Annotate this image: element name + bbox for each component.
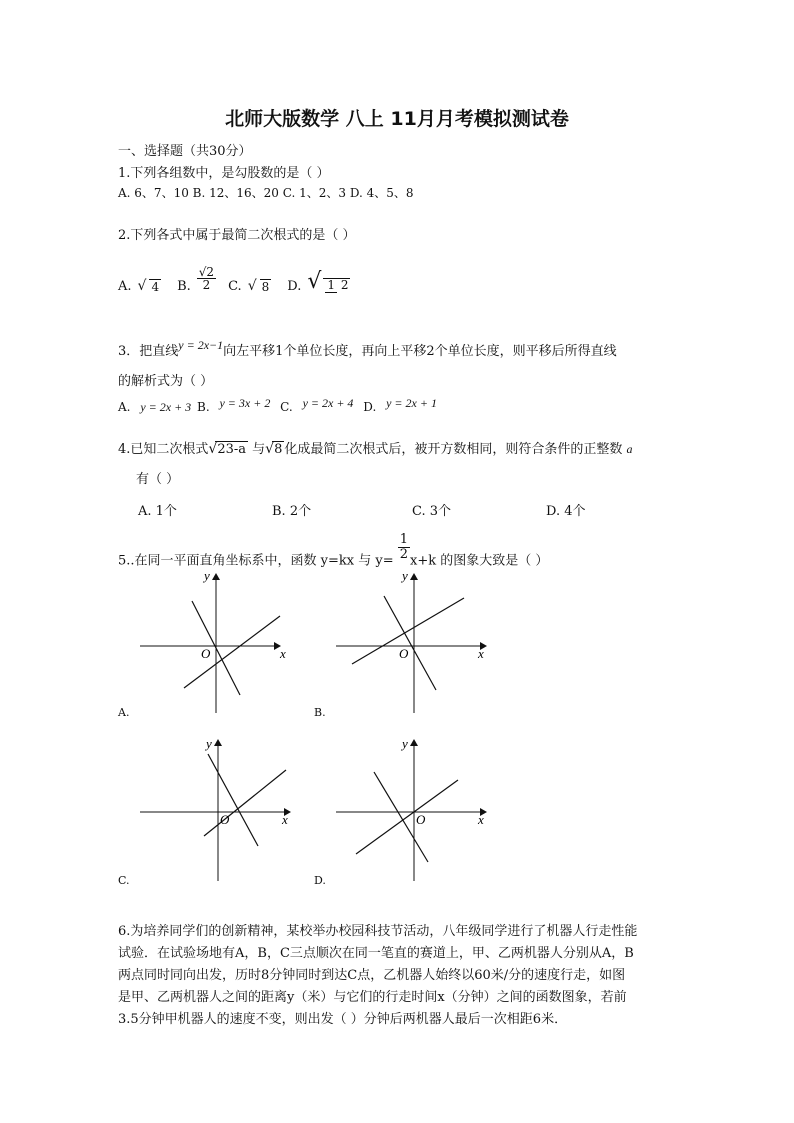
origin-label: O (399, 646, 409, 661)
question-4-option-d: D. 4个 (546, 504, 586, 519)
option-c-radicand: 8 (261, 280, 270, 294)
fraction-denominator: 2 (202, 278, 211, 293)
question-3-stem-line2: 的解析式为（ ） (118, 374, 214, 389)
section-heading: 一、选择题（共30分） (118, 144, 252, 159)
option-b-formula: y = 3x + 2 (219, 396, 271, 410)
question-4-option-b: B. 2个 (272, 504, 312, 519)
origin-label: O (416, 812, 426, 827)
sqrt-symbol: √ (247, 278, 257, 294)
radicand: 8 (274, 442, 283, 457)
option-a-radicand: 4 (151, 280, 160, 294)
x-label: x (478, 646, 484, 661)
line-1 (384, 596, 436, 690)
option-d-label: D. (363, 400, 377, 414)
x-label: x (478, 812, 484, 827)
option-c-formula: y = 2x + 4 (302, 396, 354, 410)
question-2-options (118, 254, 350, 294)
y-label: y (402, 568, 408, 583)
option-a-formula: y = 2x + 3 (140, 400, 192, 414)
fraction-numerator: 1 (399, 532, 409, 547)
graph-c-label: C. (118, 874, 130, 887)
fraction (398, 533, 410, 561)
option-c-label: C. (228, 279, 242, 294)
question-4-option-a: A. 1个 (138, 504, 177, 519)
graph-d (336, 736, 496, 886)
line-2 (204, 770, 286, 836)
question-1-stem: 1.下列各组数中，是勾股数的是（ ） (118, 166, 330, 181)
question-6-line: 是甲、乙两机器人之间的距离y（米）与它们的行走时间x（分钟）之间的函数图象，若前 (118, 990, 627, 1005)
y-label: y (402, 736, 408, 751)
line-2 (356, 780, 458, 854)
question-6-line: 3.5分钟甲机器人的速度不变，则出发（ ）分钟后两机器人最后一次相距6米． (118, 1012, 568, 1027)
sqrt-symbol: √ (208, 441, 218, 457)
fraction-denominator: 2 (340, 278, 349, 293)
radicand: 23-a (217, 442, 247, 457)
graph-a (140, 568, 300, 718)
origin-label: O (201, 646, 211, 661)
line-1 (208, 754, 258, 846)
sqrt-symbol: √ (265, 441, 275, 457)
option-a-label: A. (118, 400, 131, 414)
graph-b (336, 568, 496, 718)
graph-a-label: A. (118, 706, 130, 719)
option-b-fraction (197, 266, 216, 292)
fraction-denominator: 2 (399, 546, 409, 562)
option-b-label: B. (197, 400, 210, 414)
sqrt-symbol: √ (307, 269, 322, 294)
question-3-options (118, 396, 443, 415)
fraction-numerator: √2 (198, 264, 215, 279)
y-label: y (204, 568, 210, 583)
question-2-stem: 2.下列各式中属于最简二次根式的是（ ） (118, 228, 356, 243)
question-4-stem (118, 438, 633, 457)
graph-c (140, 736, 300, 886)
question-4-line2: 有（ ） (136, 472, 180, 487)
question-6-line: 6.为培养同学们的创新精神，某校举办校园科技节活动，八年级同学进行了机器人行走性能 (118, 924, 638, 939)
sqrt-symbol: √ (137, 278, 147, 294)
variable: a (626, 442, 633, 456)
question-6-line: 两点同时同向出发，历时8分钟同时到达C点，乙机器人始终以60米/分的速度行走，如图 (118, 968, 626, 983)
graph-d-label: D. (314, 874, 326, 887)
question-1-options: A. 6、7、10 B. 12、16、20 C. 1、2、3 D. 4、5、8 (118, 186, 414, 200)
page-title: 北师大版数学 八上 11月月考模拟测试卷 (225, 108, 569, 130)
question-4-option-c: C. 3个 (412, 504, 452, 519)
option-d-label: D. (287, 279, 302, 294)
option-a-label: A. (118, 279, 132, 294)
stem-text: 化成最简二次根式后，被开方数相同，则符合条件的正整数 (284, 442, 623, 457)
stem-text: 3．把直线 (118, 344, 179, 359)
origin-label: O (220, 812, 230, 827)
y-label: y (206, 736, 212, 751)
question-3-stem (118, 340, 617, 359)
stem-text: 向左平移1个单位长度，再向上平移2个单位长度，则平移后所得直线 (223, 344, 617, 359)
question-6-line: 试验．在试验场地有A，B，C三点顺次在同一笔直的赛道上，甲、乙两机器人分别从A，B (118, 946, 634, 961)
x-label: x (282, 812, 288, 827)
formula: y = 2x−1 (178, 338, 224, 352)
x-label: x (280, 646, 286, 661)
stem-text: x+k 的图象大致是（ ） (410, 553, 549, 569)
graph-b-label: B. (314, 706, 326, 719)
stem-text: 与 (252, 442, 266, 457)
option-c-label: C. (280, 400, 293, 414)
option-d-formula: y = 2x + 1 (386, 396, 437, 410)
option-b-label: B. (177, 279, 191, 294)
option-d-fraction (323, 278, 350, 292)
line-2 (184, 616, 280, 688)
stem-text: 4.已知二次根式 (118, 442, 209, 457)
stem-text: 5..在同一平面直角坐标系中，函数 y=kx 与 y= (118, 553, 394, 569)
fraction-numerator: 1 (327, 278, 336, 293)
